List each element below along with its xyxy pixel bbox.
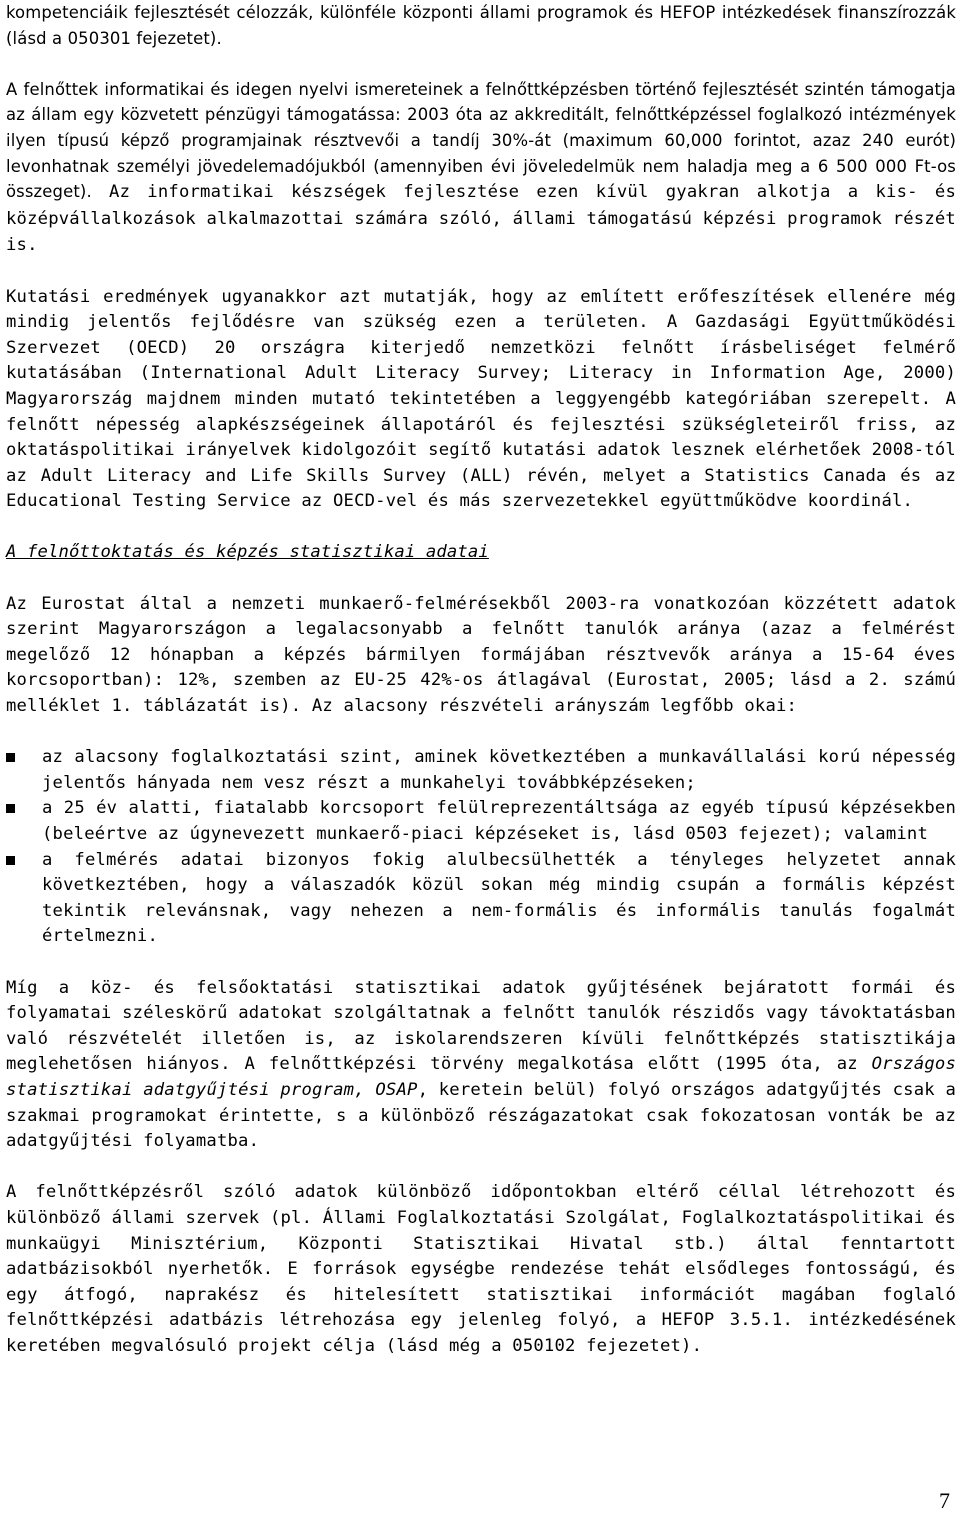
document-page xyxy=(6,0,956,1359)
paragraph-text: kompetenciáik fejlesztését célozzák, különféle központi állami programok és HEFOP intézkedések finanszírozzák (lásd a 050301 fejezetet). xyxy=(6,3,956,48)
paragraph-databases xyxy=(6,1180,956,1359)
paragraph-informatics-support xyxy=(6,77,956,259)
paragraph-text: Míg a köz- és felsőoktatási statisztikai adatok gyűjtésének bejáratott formái és folyamatai széleskörű adatokat szolgáltatnak a felnőtt tanulók részidős vagy távoktatásban való részvételét illetően is, az iskolarendszeren kívüli felnőttképzés statisztikája meglehetősen hiányos. A felnőttképzési törvény megalkotása előtt (1995 óta, az xyxy=(6,977,956,1075)
paragraph-emphasis: Országos statisztikai adatgyűjtési program, OSAP xyxy=(6,1054,956,1100)
paragraph-continuation xyxy=(6,0,956,51)
list-item-text: az alacsony foglalkoztatási szint, aminek következtében a munkavállalási korú népesség jelentős hányada nem vesz részt a munkahelyi továbbképzéseken; xyxy=(42,747,956,793)
paragraph-research-results xyxy=(6,285,956,515)
page-number: 7 xyxy=(939,1488,950,1513)
paragraph-text-mono: Az informatikai készségek fejlesztése ezen kívül gyakran alkotja a kis- és középvállalkozások alkalmazottai számára szóló, állami támogatású képzési programok részét is. xyxy=(6,182,956,256)
list-item xyxy=(6,796,956,847)
list-item-text: a 25 év alatti, fiatalabb korcsoport felülreprezentáltsága az egyéb típusú képzésekben (beleértve az úgynevezett munkaerő-piaci képzéseket is, lásd 0503 fejezet); valamint xyxy=(42,798,956,844)
section-heading: A felnőttoktatás és képzés statisztikai adatai xyxy=(6,542,489,563)
list-item-text: a felmérés adatai bizonyos fokig alulbecsülhették a tényleges helyzetet annak következtében, hogy a válaszadók közül sokan még mindig csupán a formális képzést tekintik relevánsnak, vagy nehezen a nem-formális és informális tanulás fogalmát értelmezni. xyxy=(42,849,956,947)
list-item xyxy=(6,848,956,950)
paragraph-text: , keretein belül) folyó országos adatgyűjtés csak a szakmai programokat érintette, s a különböző részágazatokat csak fokozatosan vonták be az adatgyűjtési folyamatba. xyxy=(6,1079,956,1152)
square-bullet-icon xyxy=(6,753,15,762)
paragraph-text: A felnőttképzésről szóló adatok különböző időpontokban eltérő céllal létrehozott és különböző állami szervek (pl. Állami Foglalkoztatási Szolgálat, Foglalkoztatáspolitikai és munkaügyi Minisztérium, Központi Statisztikai Hivatal stb.) által fenntartott adatbázisokból nyerhetők. E források egységbe rendezése tehát elsődleges fontosságú, és egy átfogó, naprakész és hitelesített statisztikai információt magában foglaló felnőttképzési adatbázis létrehozása egy jelenleg folyó, a HEFOP 3.5.1. intézkedésének keretében megvalósuló projekt célja (lásd még a 050102 fejezetet). xyxy=(6,1182,956,1356)
paragraph-statistics-collection xyxy=(6,976,956,1155)
paragraph-text: Kutatási eredmények ugyanakkor azt mutatják, hogy az említett erőfeszítések ellenére még mindig jelentős fejlődésre van szükség ezen a területen. A Gazdasági Együttműködési Szervezet (OECD) 20 országra kiterjedő nemzetközi felnőtt írásbeliséget felmérő kutatásában (International Adult Literacy Survey; Literacy in Information Age, 2000) Magyarország majdnem minden mutató tekintetében a leggyengébb kategóriában szerepelt. A felnőtt népesség alapkészségeinek állapotáról és fejlesztési szükségleteiről friss, az oktatáspolitikai irányelvek kidolgozóit segítő kutatási adatok lesznek elérhetőek 2008-tól az Adult Literacy and Life Skills Survey (ALL) révén, melyet a Statistics Canada és az Educational Testing Service az OECD-vel és más szervezetekkel együttműködve koordinál. xyxy=(6,286,956,512)
reasons-list xyxy=(6,745,956,950)
paragraph-text-sans: A felnőttek informatikai és idegen nyelvi ismereteinek a felnőttképzésben történő fejlesztését szintén támogatja az állam egy közvetett pénzügyi támogatássa: 2003 óta az akkreditált, felnőttképzéssel foglalkozó intézmények ilyen típusú képző programjainak résztvevői a tandíj 30%-át (maximum 60,000 forintot, azaz 240 eurót) levonhatnak személyi jövedelemadójukból (amennyiben évi jöveledelmük nem haladja meg a 6 500 000 Ft-os összeget). xyxy=(6,79,956,202)
paragraph-text: Az Eurostat által a nemzeti munkaerő-felmérésekből 2003-ra vonatkozóan közzétett adatok szerint Magyarországon a legalacsonyabb a felnőtt tanulók aránya (azaz a felmérést megelőző 12 hónapban a képzés bármilyen formájában résztvevők aránya a 15-64 éves korcsoportban): 12%, szemben az EU-25 42%-os átlagával (Eurostat, 2005; lásd a 2. számú melléklet 1. táblázatát is). Az alacsony részvételi arányszám legfőbb okai: xyxy=(6,593,956,717)
square-bullet-icon xyxy=(6,856,15,865)
square-bullet-icon xyxy=(6,804,15,813)
list-item xyxy=(6,745,956,796)
paragraph-eurostat xyxy=(6,592,956,720)
